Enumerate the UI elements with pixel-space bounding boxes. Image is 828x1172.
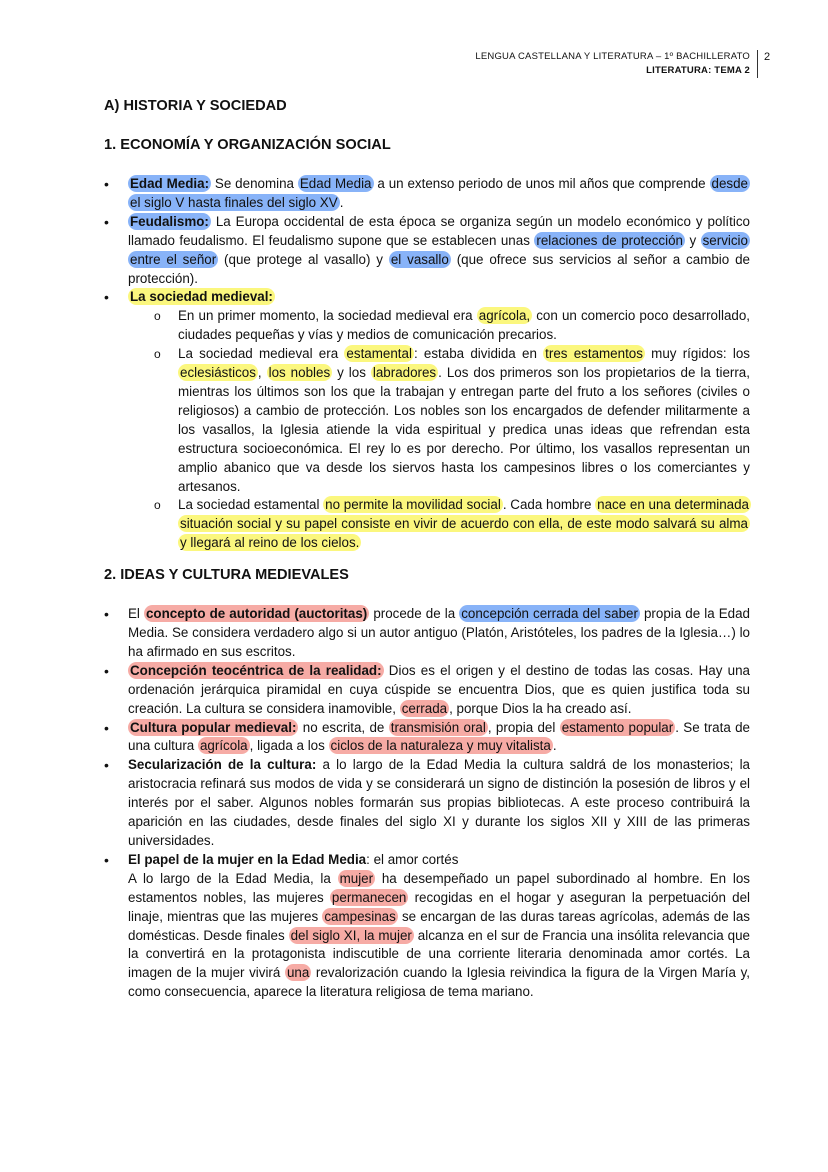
highlight: mujer <box>339 870 374 886</box>
highlight: Edad Media <box>299 176 372 191</box>
term-sociedad-medieval: La sociedad medieval: <box>130 289 273 305</box>
header-topic: LITERATURA: TEMA 2 <box>646 65 750 76</box>
term-autoridad: concepto de autoridad (auctoritas) <box>145 606 368 622</box>
highlight: labradores <box>372 365 437 381</box>
highlight: el vasallo <box>390 251 449 267</box>
highlight: campesinas <box>324 908 396 924</box>
highlight: tres estamentos <box>545 346 643 362</box>
highlight: relaciones de protección <box>536 232 683 248</box>
list-ideas <box>104 605 750 1002</box>
highlight: transmisión oral <box>390 719 486 735</box>
term-teocentrica: Concepción teocéntrica de la realidad: <box>130 662 382 678</box>
highlight: agrícola <box>199 738 248 754</box>
highlight: del siglo XI, la mujer <box>290 927 412 943</box>
list-item-autoridad: • El concepto de autoridad (auctoritas) procede de la concepción cerrada del saber propia de la Edad Media. Se considera verdadero algo si un autor antiguo (Platón, Aristóteles, los padres de la Iglesia…) lo ha afirmado en sus escritos. <box>104 605 750 662</box>
list-item-feudalismo: • Feudalismo: La Europa occidental de esta época se organiza según un modelo económico y político llamado feudalismo. El feudalismo supone que se establecen unas relaciones de protección y servicio entre el señor (que protege al vasallo) y el vasallo (que ofrece sus servicios al señor a cambio de protección). <box>104 213 750 289</box>
page-number: 2 <box>757 50 770 78</box>
document-body <box>104 96 750 1014</box>
highlight: servicio entre el señor <box>130 232 748 267</box>
heading-ideas-cultura: 2. IDEAS Y CULTURA MEDIEVALES <box>104 567 349 584</box>
term-feudalismo: Feudalismo: <box>130 213 209 229</box>
highlight: eclesiásticos <box>180 365 256 381</box>
highlight: cerrada <box>401 700 448 716</box>
section-title: A) HISTORIA Y SOCIEDAD <box>104 98 287 114</box>
highlight: estamental <box>346 346 412 362</box>
paragraph-mujer: A lo largo de la Edad Media, la mujer ha desempeñado un papel subordinado al hombre. En los estamentos nobles, las mujeres permanecen recogidas en el hogar y aseguran la perpetuación del linaje, mientras que las mujeres campesinas se encargan de las duras tareas agrícolas, además de las domésticas. Desde finales del siglo XI, la mujer alcanza en el sur de Francia una insólita relevancia que la convertirá en la protagonista indiscutible de una corriente literaria denominada amor cortés. La imagen de la mujer vivirá una revalorización cuando la Iglesia reivindica la figura de la Virgen María y, como consecuencia, aparece la literatura religiosa de tema mariano. <box>128 870 750 1000</box>
header-course: LENGUA CASTELLANA Y LITERATURA – 1º BACHILLERATO <box>475 51 750 62</box>
sublist-item-estamental: o La sociedad medieval era estamental : estaba dividida en tres estamentos muy rígidos: los eclesiásticos , los nobles y los labradores . Los dos primeros son los propietarios de la tierra, mientras los últimos son los que la trabajan y entregan parte del fruto a los señores (civiles o religiosos) a cambio de protección. Los nobles son los encargados de defender militarmente a los vasallos, la Iglesia atiende la vida espiritual y predica unas ideas que refrendan esta estructura socioeconómica. El rey lo es por derecho. Por último, los vasallos representan un amplio abanico que va desde los siervos hasta los campesinos libres o los comerciantes y artesanos. <box>128 345 750 496</box>
list-item-teocentrica: • Concepción teocéntrica de la realidad: Dios es el origen y el destino de todas las cosas. Hay una ordenación jerárquica piramidal en cuya cúspide se encuentra Dios, que es quien justifica toda su creación. La cultura se considera inamovible, cerrada , porque Dios la ha creado así. <box>104 662 750 719</box>
highlight: nace en una determinada situación social y su papel consiste en vivir de acuerdo con ella, de este modo salvará su alma y llegará al reino de los cielos. <box>180 497 749 551</box>
term-cultura-popular: Cultura popular medieval: <box>130 719 297 735</box>
highlight: ciclos de la naturaleza y muy vitalista <box>330 738 551 754</box>
page-header <box>475 50 750 78</box>
term-edad-media: Edad Media: <box>130 176 210 191</box>
list-item-cultura-popular: • Cultura popular medieval: no escrita, de transmisión oral , propia del estamento popular . Se trata de una cultura agrícola , ligada a los ciclos de la naturaleza y muy vitalista . <box>104 719 750 757</box>
highlight: desde el siglo V hasta finales del siglo XV <box>130 176 748 210</box>
heading-economia: 1. ECONOMÍA Y ORGANIZACIÓN SOCIAL <box>104 137 391 153</box>
list-item-mujer: • El papel de la mujer en la Edad Media: el amor cortés A lo largo de la Edad Media, la mujer ha desempeñado un papel subordinado al hombre. En los estamentos nobles, las mujeres permanecen recogidas en el hogar y aseguran la perpetuación del linaje, mientras que las mujeres campesinas se encargan de las duras tareas agrícolas, además de las domésticas. Desde finales del siglo XI, la mujer alcanza en el sur de Francia una insólita relevancia que la convertirá en la protagonista indiscutible de una corriente literaria denominada amor cortés. La imagen de la mujer vivirá una revalorización cuando la Iglesia reivindica la figura de la Virgen María y, como consecuencia, aparece la literatura religiosa de tema mariano. <box>104 851 750 1002</box>
highlight: concepción cerrada del saber <box>461 606 638 622</box>
sublist-item-movilidad: o La sociedad estamental no permite la movilidad social . Cada hombre nace en una determinada situación social y su papel consiste en vivir de acuerdo con ella, de este modo salvará su alma y llegará al reino de los cielos. <box>128 496 750 553</box>
sublist-item-agricola: o En un primer momento, la sociedad medieval era agrícola, con un comercio poco desarrollado, ciudades pequeñas y vías y medios de comunicación precarios. <box>128 307 750 345</box>
list-item-secularizacion: • Secularización de la cultura: a lo largo de la Edad Media la cultura saldrá de los monasterios; la aristocracia refinará sus modos de vida y se considerará un signo de distinción la posesión de libros y el interés por el saber. Algunos nobles formarán sus propias bibliotecas. A este proceso contribuirá la aparición en las ciudades, desde finales del siglo XI y durante los siglos XII y XIII de las primeras universidades. <box>104 756 750 851</box>
term-secularizacion: Secularización de la cultura: <box>128 757 317 773</box>
highlight: agrícola, <box>478 308 531 324</box>
highlight: estamento popular <box>561 719 674 735</box>
highlight: no permite la movilidad social <box>325 497 501 513</box>
list-item-sociedad <box>104 288 750 553</box>
highlight: permanecen <box>331 889 407 905</box>
term-mujer: El papel de la mujer en la Edad Media <box>128 851 367 867</box>
list-economia <box>104 175 750 553</box>
highlight: los nobles <box>268 365 331 381</box>
sublist-sociedad <box>128 307 750 553</box>
list-item-edad-media: • Edad Media: Se denomina Edad Media a un extenso periodo de unos mil años que comprende desde el siglo V hasta finales del siglo XV . <box>104 175 750 213</box>
highlight: una <box>286 965 310 981</box>
